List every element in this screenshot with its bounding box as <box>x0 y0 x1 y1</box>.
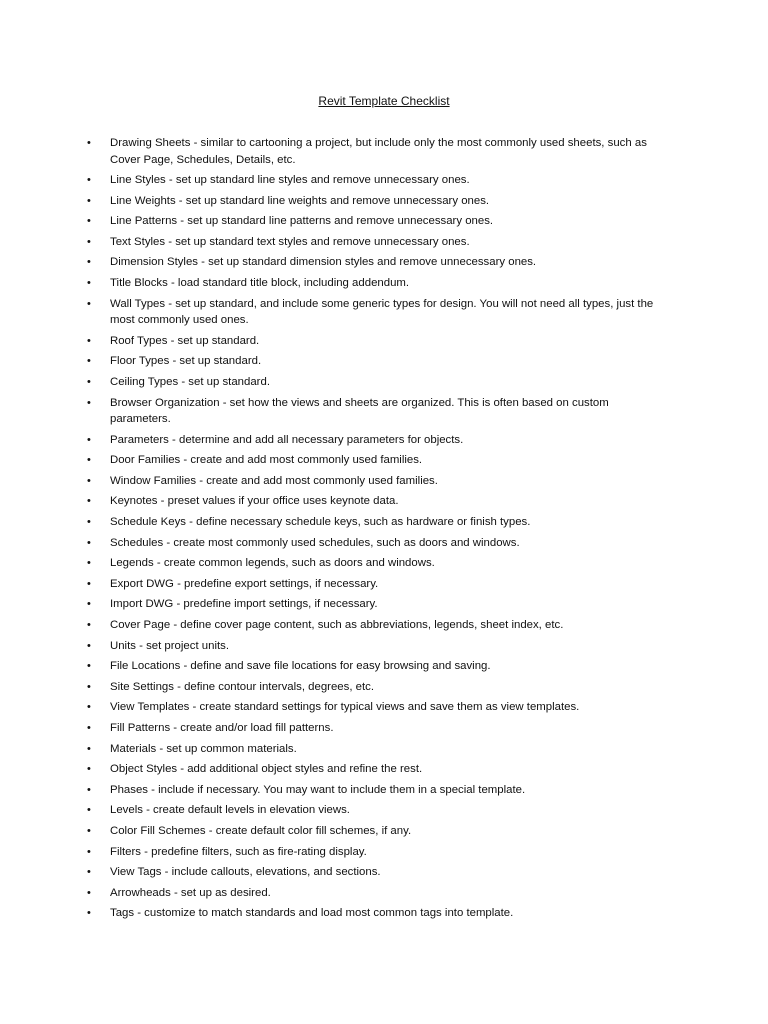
checklist-item-text: Wall Types - set up standard, and include some generic types for design. You will not need all types, just the most commonly used ones. <box>110 297 654 327</box>
checklist-item-text: Schedule Keys - define necessary schedule keys, such as hardware or finish types. <box>110 516 531 528</box>
bullet-icon: • <box>87 334 91 347</box>
checklist-item <box>87 333 670 350</box>
checklist-item-text: Tags - customize to match standards and load most common tags into template. <box>110 907 514 920</box>
checklist-item <box>87 254 670 271</box>
checklist-item-text: Export DWG - predefine export settings, if necessary. <box>110 577 379 590</box>
checklist-item <box>87 135 670 168</box>
bullet-icon: • <box>87 474 91 487</box>
checklist-item <box>87 844 670 861</box>
bullet-icon: • <box>87 907 91 920</box>
checklist-item <box>87 679 670 696</box>
bullet-icon: • <box>87 824 91 837</box>
checklist-item <box>87 234 670 251</box>
checklist-item <box>87 699 670 716</box>
checklist-item-text: Title Blocks - load standard title block, including addendum. <box>110 277 410 290</box>
bullet-icon: • <box>87 598 91 611</box>
checklist-item <box>87 658 670 675</box>
bullet-icon: • <box>87 277 91 290</box>
checklist-item-text: Door Families - create and add most commonly used families. <box>110 454 423 467</box>
checklist-item-text: Filters - predefine filters, such as fire-rating display. <box>110 845 367 858</box>
checklist-item-text: Browser Organization - set how the views and sheets are organized. This is often based on custom parameters. <box>110 396 609 426</box>
checklist-item-text: Levels - create default levels in elevation views. <box>110 804 350 817</box>
checklist-item <box>87 782 670 799</box>
bullet-icon: • <box>87 639 91 652</box>
checklist-item <box>87 535 670 552</box>
checklist-item-text: Drawing Sheets - similar to cartooning a project, but include only the most commonly used sheets, such as Cover Page, Schedules, Details, etc. <box>110 137 647 166</box>
bullet-icon: • <box>87 660 91 673</box>
bullet-icon: • <box>87 174 91 187</box>
checklist-item-text: Dimension Styles - set up standard dimension styles and remove unnecessary ones. <box>110 256 537 269</box>
checklist-item-text: Line Styles - set up standard line styles and remove unnecessary ones. <box>110 174 470 187</box>
checklist-item <box>87 432 670 449</box>
bullet-icon: • <box>87 375 91 388</box>
bullet-icon: • <box>87 866 91 879</box>
bullet-icon: • <box>87 516 91 528</box>
checklist-item-text: Schedules - create most commonly used schedules, such as doors and windows. <box>110 536 520 549</box>
bullet-icon: • <box>87 495 91 508</box>
checklist-item-text: Materials - set up common materials. <box>110 742 297 755</box>
bullet-icon: • <box>87 235 91 248</box>
bullet-icon: • <box>87 256 91 269</box>
checklist-item-text: Fill Patterns - create and/or load fill patterns. <box>110 721 334 734</box>
checklist-item <box>87 493 670 510</box>
bullet-icon: • <box>87 536 91 549</box>
checklist-item <box>87 823 670 840</box>
checklist-item-text: File Locations - define and save file locations for easy browsing and saving. <box>110 660 491 673</box>
checklist-item <box>87 514 670 531</box>
checklist-item-text: Line Patterns - set up standard line patterns and remove unnecessary ones. <box>110 215 494 228</box>
checklist-item <box>87 296 670 329</box>
bullet-icon: • <box>87 433 91 446</box>
checklist-item-text: Keynotes - preset values if your office uses keynote data. <box>110 495 399 508</box>
checklist-item <box>87 720 670 737</box>
checklist-item-text: Cover Page - define cover page content, such as abbreviations, legends, sheet index, etc. <box>110 618 564 631</box>
checklist-item-text: Units - set project units. <box>110 639 230 652</box>
bullet-icon: • <box>87 845 91 858</box>
bullet-icon: • <box>87 804 91 817</box>
checklist-item <box>87 741 670 758</box>
bullet-icon: • <box>87 577 91 590</box>
checklist-item <box>87 885 670 902</box>
checklist-item-text: Object Styles - add additional object styles and refine the rest. <box>110 763 423 776</box>
bullet-icon: • <box>87 557 91 570</box>
checklist-item <box>87 905 670 922</box>
checklist-item-text: Floor Types - set up standard. <box>110 355 262 368</box>
checklist-item <box>87 452 670 469</box>
checklist-item-text: Parameters - determine and add all necessary parameters for objects. <box>110 433 464 446</box>
checklist-item-text: Phases - include if necessary. You may want to include them in a special template. <box>110 783 526 796</box>
bullet-icon: • <box>87 454 91 467</box>
checklist-item <box>87 555 670 572</box>
checklist-item-text: Import DWG - predefine import settings, if necessary. <box>110 598 378 611</box>
bullet-icon: • <box>87 396 91 409</box>
checklist-item-text: Ceiling Types - set up standard. <box>110 375 270 388</box>
checklist-item <box>87 213 670 230</box>
bullet-icon: • <box>87 297 91 310</box>
checklist-item-text: Site Settings - define contour intervals, degrees, etc. <box>110 680 375 693</box>
checklist-item <box>87 172 670 189</box>
bullet-icon: • <box>87 886 91 899</box>
checklist-item <box>87 802 670 819</box>
checklist-item <box>87 638 670 655</box>
bullet-icon: • <box>87 137 91 149</box>
checklist-item-text: Line Weights - set up standard line weights and remove unnecessary ones. <box>110 194 490 207</box>
bullet-icon: • <box>87 763 91 776</box>
bullet-icon: • <box>87 215 91 228</box>
bullet-icon: • <box>87 355 91 368</box>
bullet-icon: • <box>87 783 91 796</box>
bullet-icon: • <box>87 701 91 714</box>
checklist-item <box>87 473 670 490</box>
checklist-item <box>87 576 670 593</box>
bullet-icon: • <box>87 194 91 207</box>
checklist-item-text: Legends - create common legends, such as doors and windows. <box>110 557 435 570</box>
checklist <box>87 135 670 926</box>
document-title: Revit Template Checklist <box>318 94 450 108</box>
checklist-item-text: Color Fill Schemes - create default color fill schemes, if any. <box>110 824 412 837</box>
checklist-item-text: View Tags - include callouts, elevations, and sections. <box>110 866 381 879</box>
checklist-item <box>87 395 670 428</box>
bullet-icon: • <box>87 680 91 693</box>
checklist-item <box>87 353 670 370</box>
checklist-item-text: Roof Types - set up standard. <box>110 334 260 347</box>
checklist-item <box>87 193 670 210</box>
checklist-item <box>87 596 670 613</box>
bullet-icon: • <box>87 721 91 734</box>
checklist-item-text: View Templates - create standard settings for typical views and save them as view templates. <box>110 701 580 714</box>
checklist-item <box>87 617 670 634</box>
bullet-icon: • <box>87 742 91 755</box>
checklist-item <box>87 275 670 292</box>
checklist-item <box>87 864 670 881</box>
checklist-item-text: Text Styles - set up standard text styles and remove unnecessary ones. <box>110 235 470 248</box>
checklist-item <box>87 761 670 778</box>
bullet-icon: • <box>87 618 91 631</box>
checklist-item-text: Arrowheads - set up as desired. <box>110 886 271 899</box>
checklist-item-text: Window Families - create and add most commonly used families. <box>110 474 438 487</box>
checklist-item <box>87 374 670 391</box>
